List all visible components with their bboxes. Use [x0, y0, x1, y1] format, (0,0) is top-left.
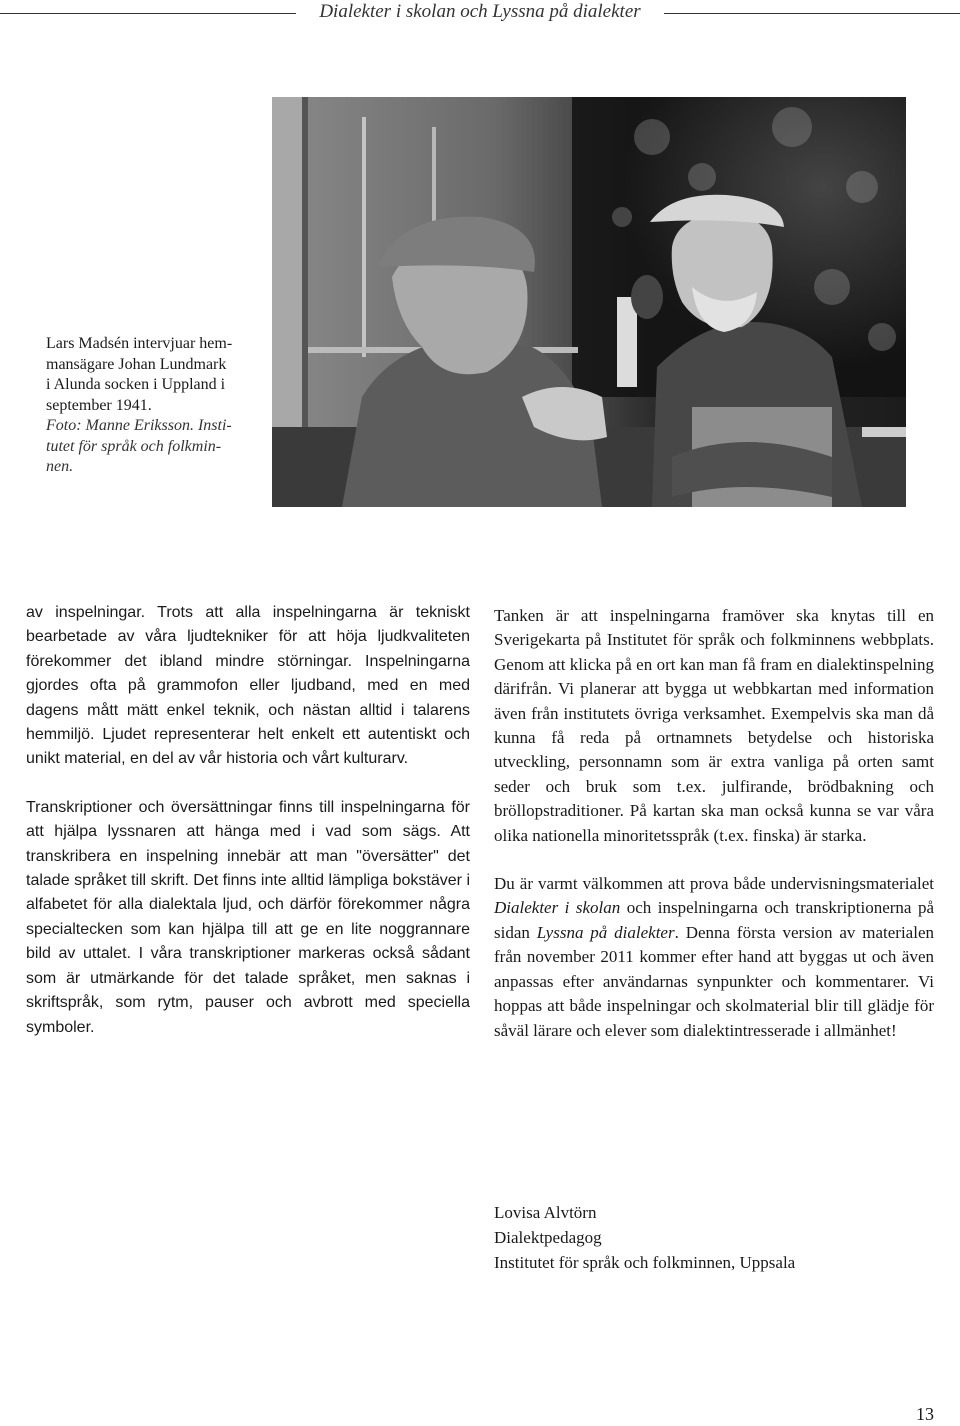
- photo-credit-line: tutet för språk och folkmin-: [46, 437, 222, 455]
- paragraph: Tanken är att inspelningarna framöver ska knytas till en Sverigekarta på Institutet för språk och folkminnens webbplats. Genom att klicka på en ort kan man få fram en dialektinspelning därifrån. Vi planerar att bygga ut webbkartan med information även från institutets övriga verksamhet. Exempelvis ska man då kunna få reda på ortnamnets betydelse och historiska utveckling, personnamn som är extra vanliga på orten samt seder och bruk som t.ex. julfirande, brödbakning och bröllopstraditioner. På kartan ska man också kunna se var våra olika nationella minoritetsspråk (t.ex. finska) är starka.: [494, 606, 934, 845]
- paragraph: av inspelningar. Trots att alla inspelningarna är tekniskt bearbetade av våra ljudtekniker för att höja ljudkvaliteten förekommer det ibland mindre störningar. Inspelningarna gjordes ofta på grammofon eller ljudband, med en med dagens mått mätt enkel teknik, och nästan alltid i talarens hemmiljö. Ljudet representerar helt enkelt ett autentiskt och unikt material, en del av vår historia och vårt kulturarv.: [26, 604, 470, 768]
- signature-block: [494, 1200, 934, 1275]
- text-run: Du är varmt välkommen att prova både undervisningsmaterialet: [494, 874, 934, 894]
- author-role: Dialektpedagog: [494, 1228, 602, 1247]
- author-organization: Institutet för språk och folkminnen, Uppsala: [494, 1253, 796, 1272]
- interview-photo-illustration: [272, 97, 906, 507]
- header-rule-left: [0, 13, 296, 14]
- paragraph: [494, 872, 934, 1043]
- emphasized-title: Lyssna på dialekter: [536, 922, 675, 942]
- text-run: . Denna första version av materialen från november 2011 kommer efter hand att byggas ut och även anpassas efter användarnas synpunkter och kommentarer. Vi hoppas att både inspelningar och skolmaterial blir till glädje för såväl lärare och elever som dialektintresserade i allmänhet!: [494, 922, 934, 1040]
- author-name: Lovisa Alvtörn: [494, 1203, 597, 1222]
- caption-line: mansägare Johan Lundmark: [46, 355, 227, 373]
- header-title: Dialekter i skolan och Lyssna på dialekter: [319, 1, 641, 22]
- photo-caption: [46, 334, 270, 478]
- paragraph: Transkriptioner och översättningar finns till inspelningarna för att hjälpa lyssnaren att hänga med i vad som sägs. Att transkribera en inspelning innebär att man "översätter" det talade språket till skrift. Det finns inte alltid lämpliga bokstäver i alfabetet för alla dialektala ljud, och därför förekommer några specialtecken som kan hjälpa till att ge en lite noggrannare bild av uttalet. I våra transkriptioner markeras också sådant som är utmärkande för det talade språket, men saknas i skriftspråk, som rytm, pauser och avbrott med speciella symboler.: [26, 798, 470, 1036]
- caption-line: Lars Madsén intervjuar hem-: [46, 335, 233, 352]
- photo-credit-line: nen.: [46, 458, 74, 475]
- page-number: 13: [916, 1404, 934, 1424]
- running-header: [0, 0, 960, 26]
- right-text-column: [494, 604, 934, 1043]
- photo-credit-line: Foto: Manne Eriksson. Insti-: [46, 417, 232, 434]
- header-rule-right: [664, 13, 960, 14]
- caption-line: september 1941.: [46, 396, 152, 414]
- caption-line: i Alunda socken i Uppland i: [46, 376, 226, 393]
- historical-photo: [272, 97, 906, 507]
- left-text-column: [26, 601, 470, 1040]
- emphasized-title: Dialekter i skolan: [494, 898, 621, 918]
- text-run: och inspelningarna och transkriptionerna på sidan: [494, 898, 934, 942]
